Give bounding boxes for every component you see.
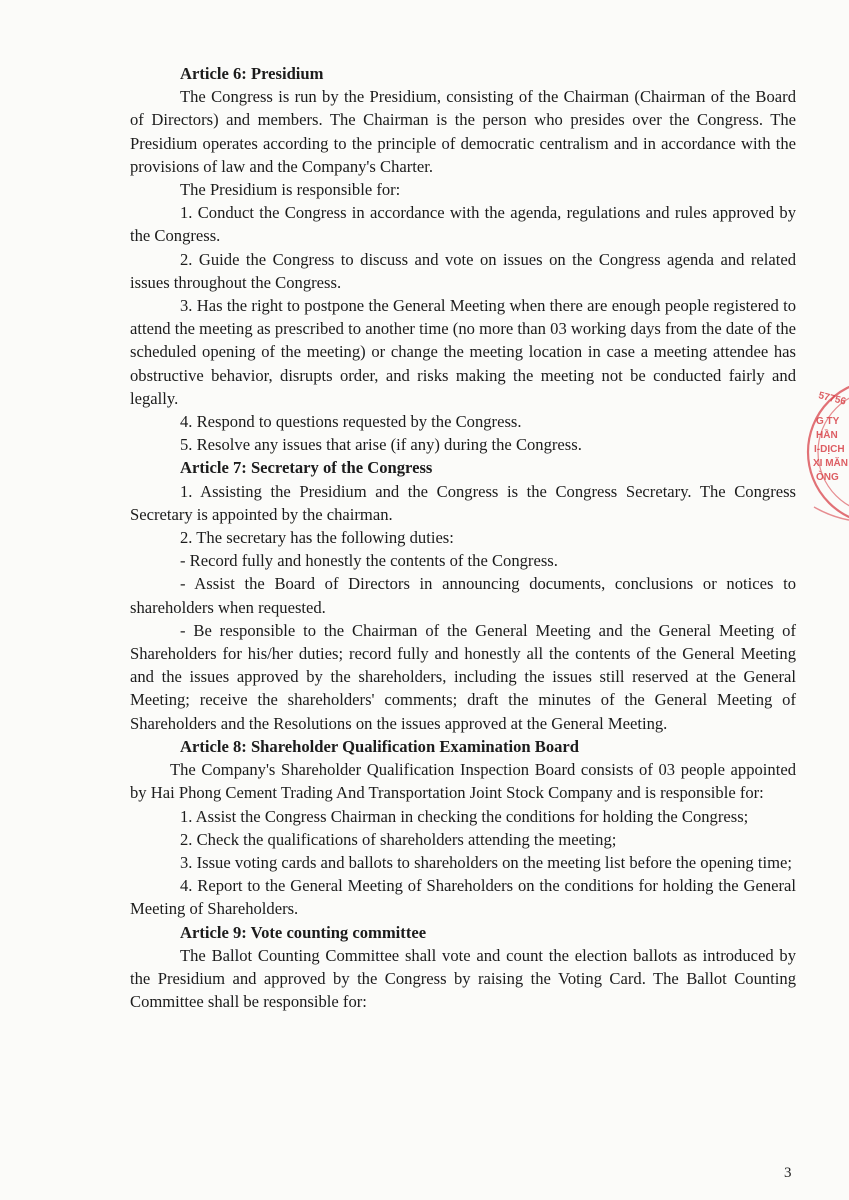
article-8-item: 2. Check the qualifications of shareholders attending the meeting; [180, 829, 617, 849]
seal-text: 57756 [817, 390, 847, 408]
article-7-duties-intro: 2. The secretary has the following duties: [180, 528, 454, 548]
seal-text: HẦN [816, 430, 838, 441]
seal-text: XI MĂN [813, 458, 848, 469]
article-6-item: 3. Has the right to postpone the General Meeting when there are enough people registered to attend the meeting as prescribed to another time (no more than 03 working days from the date of the scheduled opening of the meeting) or change the meeting location in case a meeting attendee has obstructive behavior, disrupts order, and risks making the meeting not be conducted fairly and legally. [130, 296, 796, 408]
article-6-paragraph: The Congress is run by the Presidium, consisting of the Chairman (Chairman of the Board of Directors) and members. The Chairman is the person who presides over the Congress. The Presidium operates according to the principle of democratic centralism and in accordance with the provisions of law and the Company's Charter. [130, 87, 796, 176]
article-9-paragraph: The Ballot Counting Committee shall vote and count the election ballots as introduced by the Presidium and approved by the Congress by raising the Voting Card. The Ballot Counting Committee shall be responsible for: [130, 945, 796, 1012]
article-8-paragraph: The Company's Shareholder Qualification Inspection Board consists of 03 people appointed by Hai Phong Cement Trading And Transportation Joint Stock Company and is responsible for: [130, 760, 796, 803]
article-7-duty: - Record fully and honestly the contents of the Congress. [180, 551, 558, 571]
document-body [130, 62, 796, 1013]
article-9-heading: Article 9: Vote counting committee [180, 922, 427, 942]
article-6-item: 1. Conduct the Congress in accordance with the agenda, regulations and rules approved by the Congress. [130, 203, 796, 246]
article-8-item: 1. Assist the Congress Chairman in checking the conditions for holding the Congress; [180, 806, 749, 826]
article-7-heading: Article 7: Secretary of the Congress [180, 458, 433, 478]
page-number: 3 [784, 1165, 792, 1181]
article-8-item: 3. Issue voting cards and ballots to shareholders on the meeting list before the opening time; [180, 852, 792, 872]
article-6-responsibilities-intro: The Presidium is responsible for: [180, 180, 401, 200]
company-seal [800, 372, 849, 532]
article-8-item: 4. Report to the General Meeting of Shareholders on the conditions for holding the General Meeting of Shareholders. [130, 876, 796, 919]
seal-text: I-DỊCH [814, 444, 845, 455]
article-7-paragraph: 1. Assisting the Presidium and the Congress is the Congress Secretary. The Congress Secretary is appointed by the chairman. [130, 481, 796, 524]
article-6-item: 2. Guide the Congress to discuss and vote on issues on the Congress agenda and related issues throughout the Congress. [130, 249, 796, 292]
seal-text: G TY [816, 416, 840, 427]
article-6-item: 5. Resolve any issues that arise (if any) during the Congress. [180, 435, 582, 455]
article-6-heading: Article 6: Presidium [180, 64, 324, 83]
article-7-duty: - Assist the Board of Directors in announcing documents, conclusions or notices to shareholders when requested. [130, 574, 796, 617]
article-6-item: 4. Respond to questions requested by the Congress. [180, 412, 522, 432]
article-7-duty: - Be responsible to the Chairman of the General Meeting and the General Meeting of Shareholders for his/her duties; record fully and honestly all the contents of the General Meeting and the issues approved by the shareholders, including the issues still reserved at the General Meeting; receive the shareholders' comments; draft the minutes of the General Meeting of Shareholders and the Resolutions on the issues approved at the General Meeting. [130, 620, 796, 733]
article-8-heading: Article 8: Shareholder Qualification Examination Board [180, 736, 580, 756]
seal-text: ÒNG [816, 472, 839, 483]
